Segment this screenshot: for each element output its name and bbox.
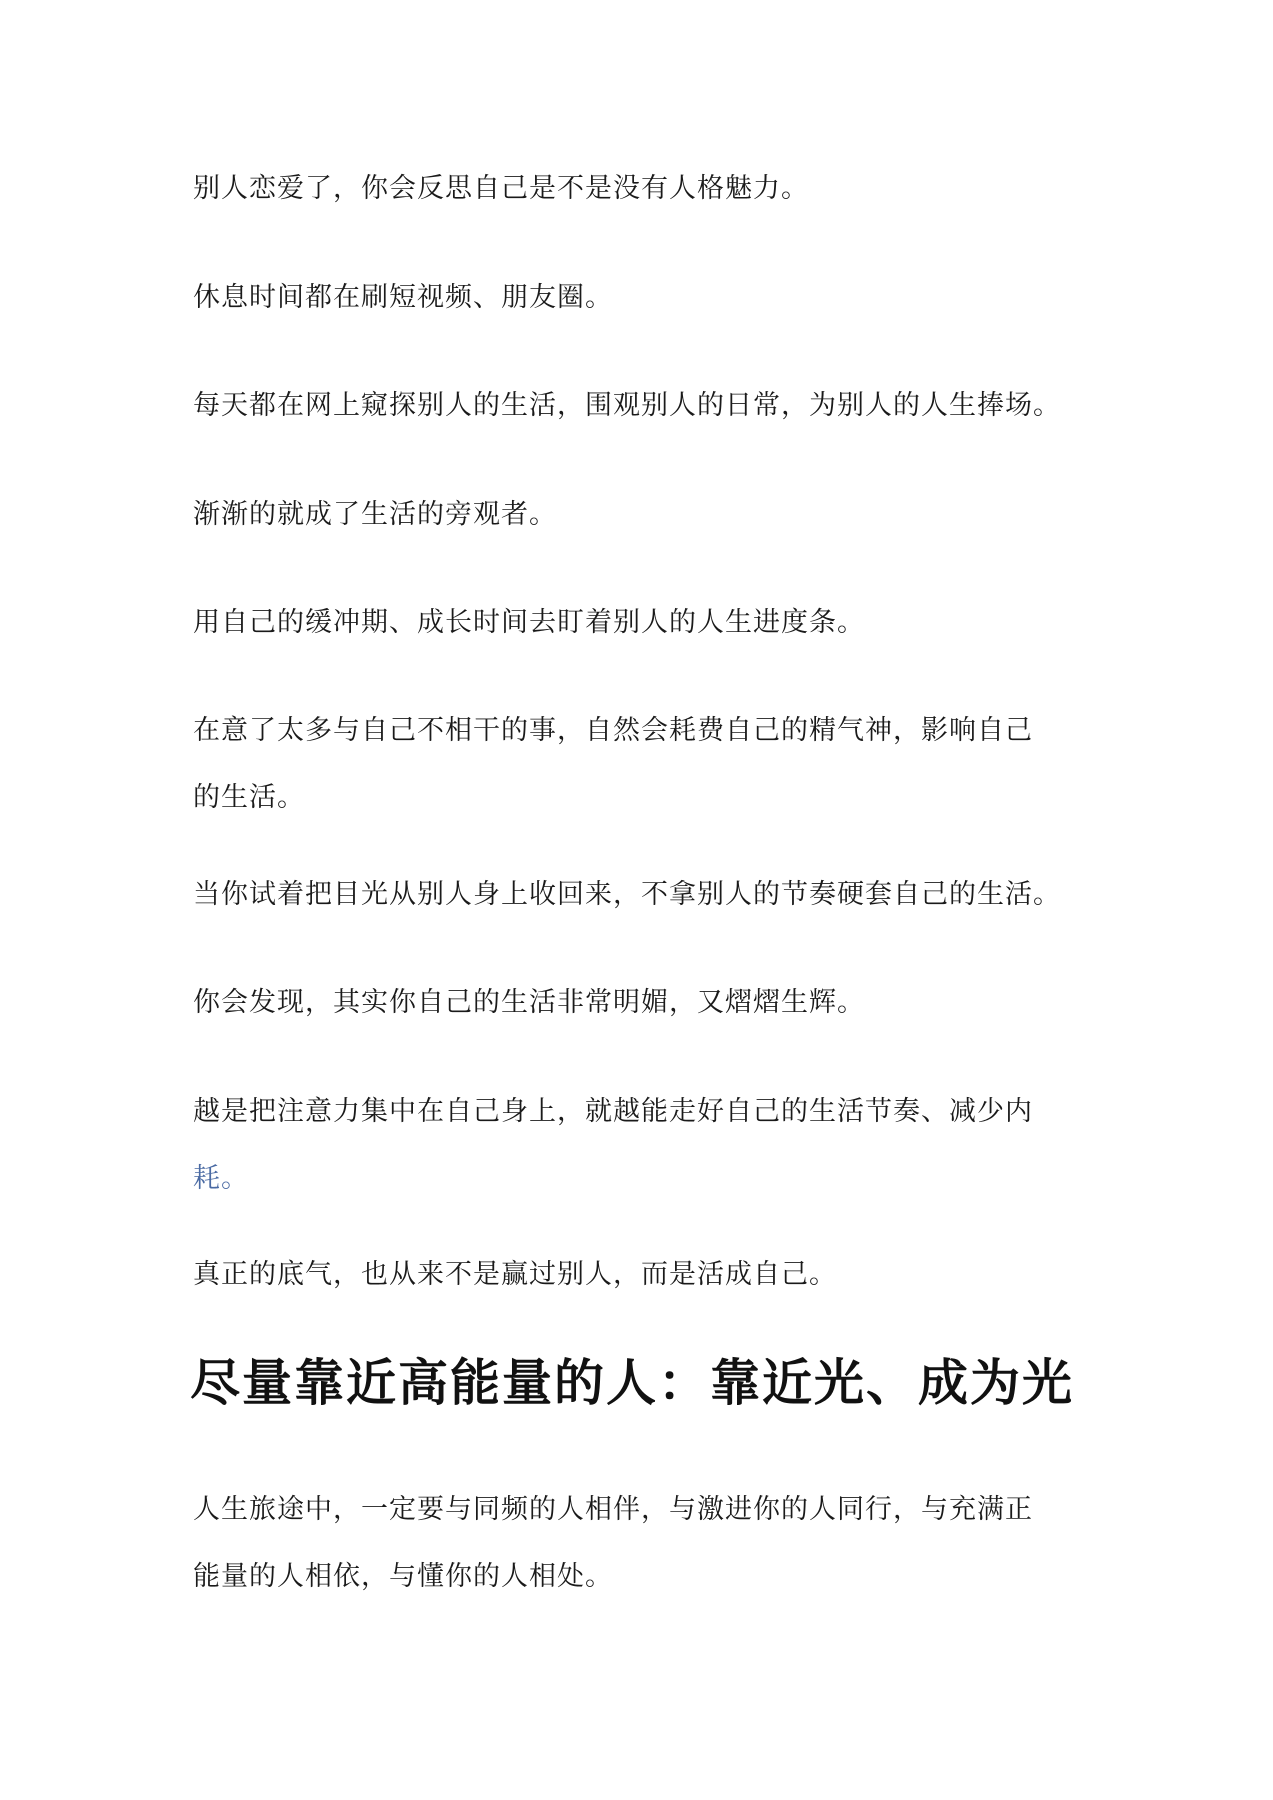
paragraph-9-line-2: 耗。 <box>193 1163 249 1194</box>
paragraph-7 <box>193 861 1061 928</box>
paragraph-4 <box>193 481 557 548</box>
paragraph-after-heading <box>193 1476 1033 1610</box>
paragraph-after-heading-line-2: 能量的人相依，与懂你的人相处。 <box>193 1561 613 1592</box>
paragraph-6-line-2: 的生活。 <box>193 782 305 813</box>
paragraph-2-line-1: 休息时间都在刷短视频、朋友圈。 <box>193 282 613 313</box>
paragraph-after-heading-line-1: 人生旅途中，一定要与同频的人相伴，与激进你的人同行，与充满正 <box>193 1494 1033 1525</box>
paragraph-10 <box>193 1241 837 1308</box>
paragraph-3-line-1: 每天都在网上窥探别人的生活，围观别人的日常，为别人的人生捧场。 <box>193 390 1061 421</box>
paragraph-1 <box>193 155 809 222</box>
paragraph-3 <box>193 372 1061 439</box>
paragraph-8-line-1: 你会发现，其实你自己的生活非常明媚，又熠熠生辉。 <box>193 987 865 1018</box>
paragraph-5 <box>193 589 865 656</box>
paragraph-4-line-1: 渐渐的就成了生活的旁观者。 <box>193 499 557 530</box>
paragraph-5-line-1: 用自己的缓冲期、成长时间去盯着别人的人生进度条。 <box>193 607 865 638</box>
paragraph-8 <box>193 969 865 1036</box>
paragraph-6 <box>193 697 1033 831</box>
paragraph-9 <box>193 1078 1033 1212</box>
section-heading: 尽量靠近高能量的人：靠近光、成为光 <box>190 1354 1074 1412</box>
paragraph-1-line-1: 别人恋爱了，你会反思自己是不是没有人格魅力。 <box>193 173 809 204</box>
paragraph-7-line-1: 当你试着把目光从别人身上收回来，不拿别人的节奏硬套自己的生活。 <box>193 879 1061 910</box>
paragraph-2 <box>193 264 613 331</box>
paragraph-10-line-1: 真正的底气，也从来不是赢过别人，而是活成自己。 <box>193 1259 837 1290</box>
paragraph-9-line-1: 越是把注意力集中在自己身上，就越能走好自己的生活节奏、减少内 <box>193 1096 1033 1127</box>
paragraph-6-line-1: 在意了太多与自己不相干的事，自然会耗费自己的精气神，影响自己 <box>193 715 1033 746</box>
